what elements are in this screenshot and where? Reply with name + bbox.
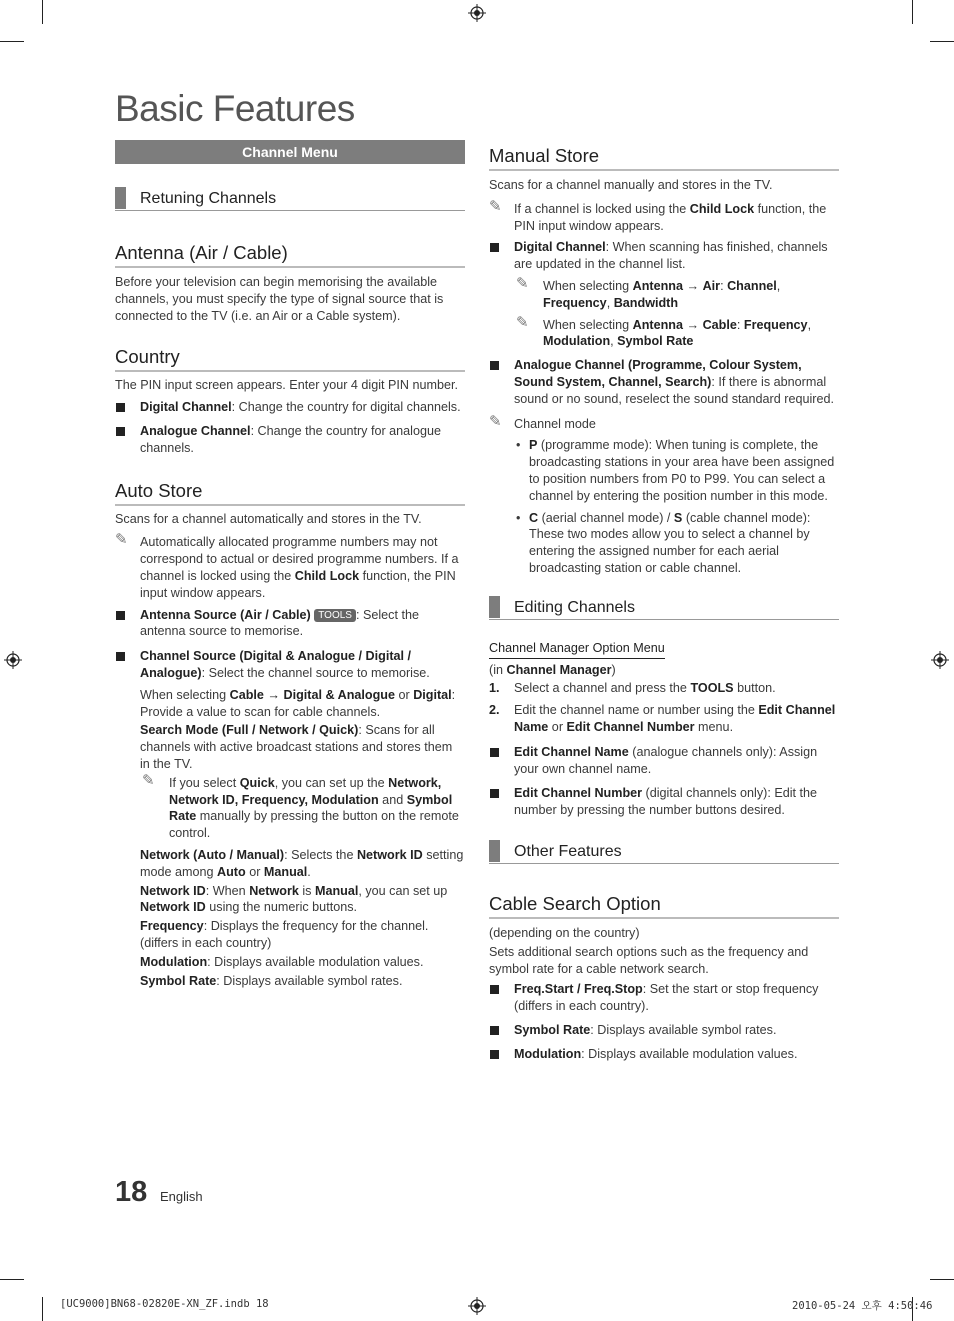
list-item: Modulation: Displays available modulation values. (489, 1046, 839, 1063)
auto-store-heading: Auto Store (115, 480, 465, 506)
list-item: Digital Channel: Change the country for digital channels. (115, 399, 465, 416)
pencil-note-icon: ✎ (115, 531, 128, 549)
page-language: English (160, 1189, 203, 1204)
paragraph: Modulation: Displays available modulation values. (140, 954, 424, 969)
antenna-text: Before your television can begin memorising the available channels, you must specify the type of signal source that is connected to the TV (i.e. an Air or a Cable system). (115, 275, 444, 323)
list-item: Channel Source (Digital & Analogue / Digital / Analogue): Select the channel source to memorise. (115, 648, 465, 682)
paragraph: Symbol Rate: Displays available symbol rates. (140, 973, 403, 988)
left-column (115, 140, 465, 989)
paragraph: Network ID: When Network is Manual, you can set up Network ID using the numeric buttons. (140, 883, 448, 915)
crop-mark (912, 0, 913, 24)
pencil-note-icon: ✎ (516, 313, 529, 331)
crop-mark (930, 41, 954, 42)
note: ✎ If a channel is locked using the Child Lock function, the PIN input window appears. (489, 197, 827, 233)
country-heading: Country (115, 346, 465, 372)
list-item: • C (aerial channel mode) / S (cable channel mode): These two modes allow you to select a channel by entering the assigned number for each aerial broadcasting station or cable channel. (516, 510, 811, 575)
pencil-note-icon: ✎ (516, 274, 529, 292)
step: 1. Select a channel and press the TOOLS button. (489, 681, 776, 696)
page-title: Basic Features (115, 88, 355, 129)
pencil-note-icon: ✎ (489, 197, 502, 215)
print-slug-left: [UC9000]BN68-02820E-XN_ZF.indb 18 (60, 1298, 269, 1310)
registration-mark-icon (931, 651, 949, 669)
other-features-heading: Other Features (489, 840, 839, 864)
note: ✎ Channel mode (489, 412, 596, 431)
paragraph: Search Mode (Full / Network / Quick): Scans for all channels with active broadcast stations and stores them in the TV. (140, 723, 453, 771)
note: ✎ When selecting Antenna → Air: Channel, Frequency, Bandwidth (516, 274, 781, 310)
auto-store-text: Scans for a channel automatically and stores in the TV. (115, 511, 422, 526)
manual-store-text: Scans for a channel manually and stores in the TV. (489, 178, 773, 192)
registration-mark-icon (468, 4, 486, 22)
paragraph: (depending on the country) (489, 925, 640, 940)
right-column (489, 140, 839, 1062)
list-item: Edit Channel Number (digital channels only): Edit the number by pressing the number buttons desired. (489, 785, 839, 819)
channel-manager-option-menu: Channel Manager Option Menu (489, 640, 839, 659)
retuning-channels-heading: Retuning Channels (115, 187, 465, 211)
list-item: Symbol Rate: Displays available symbol rates. (489, 1022, 839, 1039)
antenna-heading: Antenna (Air / Cable) (115, 242, 465, 268)
page-number: 18 (115, 1176, 148, 1208)
pencil-note-icon: ✎ (489, 412, 502, 430)
registration-mark-icon (4, 651, 22, 669)
pencil-note-icon: ✎ (142, 771, 155, 789)
note: ✎ Automatically allocated programme numbers may not correspond to actual or desired programme numbers. If a channel is locked using the Child Lock function, the PIN input window appears. (115, 531, 459, 600)
crop-mark (0, 41, 24, 42)
crop-mark (930, 1279, 954, 1280)
list-item: • P (programme mode): When tuning is complete, the broadcasting stations in your area have been assigned to position numbers from P0 to P99. You can select a channel by entering the position number in this mode. (516, 438, 835, 503)
list-item: Antenna Source (Air / Cable) TOOLS : Select the antenna source to memorise. (115, 607, 465, 641)
note: ✎ If you select Quick, you can set up the Network, Network ID, Frequency, Modulation and Symbol Rate manually by pressing the button on the remote control. (142, 771, 459, 841)
crop-mark (0, 1279, 24, 1280)
note: ✎ When selecting Antenna → Cable: Frequency, Modulation, Symbol Rate (516, 313, 812, 349)
paragraph: Network (Auto / Manual): Selects the Network ID setting mode among Auto or Manual. (140, 847, 464, 879)
print-slug-right: 2010-05-24 오후 4:50:46 (792, 1300, 933, 1312)
country-text: The PIN input screen appears. Enter your 4 digit PIN number. (115, 378, 459, 393)
tools-badge: TOOLS (314, 609, 356, 622)
step: 2. Edit the channel name or number using the Edit Channel Name or Edit Channel Number menu. (489, 703, 836, 734)
paragraph: Sets additional search options such as the frequency and symbol rate for a cable network search. (489, 944, 809, 976)
registration-mark-icon (468, 1297, 486, 1315)
manual-store-heading: Manual Store (489, 145, 839, 171)
list-item: Digital Channel: When scanning has finished, channels are updated in the channel list. (489, 239, 839, 273)
list-item: Analogue Channel (Programme, Colour System, Sound System, Channel, Search): If there is abnormal sound or no sound, reselect the sound standard required. (489, 357, 839, 407)
paragraph: (in Channel Manager) (489, 662, 616, 677)
list-item: Analogue Channel: Change the country for analogue channels. (115, 423, 465, 457)
list-item: Freq.Start / Freq.Stop: Set the start or stop frequency (differs in each country). (489, 981, 839, 1015)
crop-mark (42, 0, 43, 24)
crop-mark (42, 1297, 43, 1321)
paragraph: When selecting Cable → Digital & Analogue or Digital: Provide a value to scan for cable channels. (140, 687, 456, 719)
editing-channels-heading: Editing Channels (489, 596, 839, 620)
cable-search-heading: Cable Search Option (489, 893, 839, 919)
channel-menu-bar: Channel Menu (115, 140, 465, 164)
paragraph: Frequency: Displays the frequency for the channel. (differs in each country) (140, 919, 429, 950)
list-item: Edit Channel Name (analogue channels only): Assign your own channel name. (489, 744, 839, 778)
